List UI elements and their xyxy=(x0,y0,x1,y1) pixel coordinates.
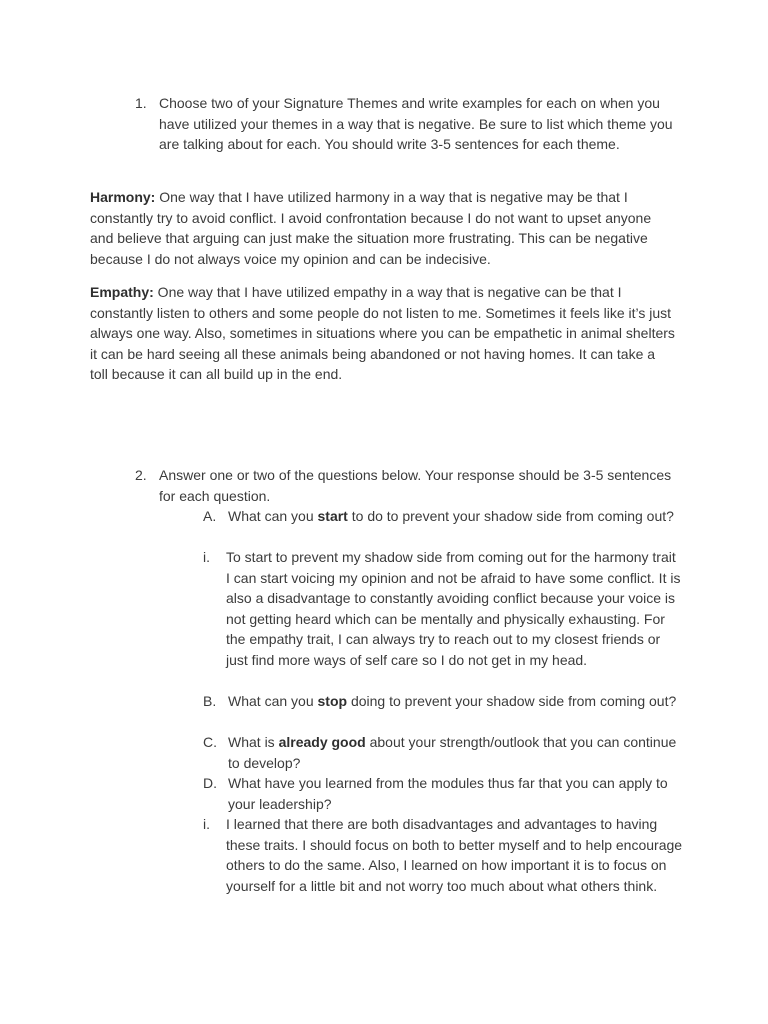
answer-2a xyxy=(203,547,683,670)
question-2a-pre: What can you xyxy=(228,508,318,524)
question-2a-bold: start xyxy=(317,508,348,524)
question-1-text: Choose two of your Signature Themes and write examples for each on when you have utilized your themes in a way that is negative. Be sure to list which theme you are talking about for each. You should write 3-5 sentences for each theme. xyxy=(159,95,673,152)
question-2 xyxy=(135,465,680,506)
question-2d-marker: D. xyxy=(203,775,217,791)
question-1 xyxy=(135,93,680,155)
answer-2d xyxy=(203,814,683,896)
question-2c-marker: C. xyxy=(203,734,217,750)
harmony-text: One way that I have utilized harmony in a way that is negative may be that I constantly try to avoid conflict. I avoid confrontation because I do not want to upset anyone and believe that arguing can just make the situation more frustrating. This can be negative because I do not always voice my opinion and can be indecisive. xyxy=(90,189,652,267)
answer-2d-text: I learned that there are both disadvantages and advantages to having these traits. I should focus on both to better myself and to help encourage others to do the same. Also, I learned on how important it is to focus on yourself for a little bit and not worry too much about what others think. xyxy=(226,816,683,894)
question-2c-pre: What is xyxy=(228,734,279,750)
answer-2a-marker: i. xyxy=(203,549,210,565)
answer-2d-marker: i. xyxy=(203,816,210,832)
question-2a xyxy=(203,506,683,527)
question-2b-post: doing to prevent your shadow side from coming out? xyxy=(347,693,677,709)
empathy-paragraph xyxy=(90,282,675,385)
question-1-number: 1. xyxy=(135,95,147,111)
question-2d xyxy=(203,773,683,814)
question-2-number: 2. xyxy=(135,467,147,483)
empathy-label: Empathy: xyxy=(90,284,154,300)
question-2d-text: What have you learned from the modules thus far that you can apply to your leadership? xyxy=(228,775,668,812)
question-2c-bold: already good xyxy=(278,734,366,750)
question-2b-text xyxy=(228,691,683,712)
harmony-paragraph xyxy=(90,187,675,269)
harmony-label: Harmony: xyxy=(90,189,156,205)
answer-2a-text: To start to prevent my shadow side from coming out for the harmony trait I can start voicing my opinion and not be afraid to have some conflict. It is also a disadvantage to constantly avoiding conflict because your voice is not getting heard which can be mentally and physically exhausting. For the empathy trait, I can always try to reach out to my closest friends or just find more ways of self care so I do not get in my head. xyxy=(226,549,681,668)
question-2a-marker: A. xyxy=(203,508,217,524)
question-2a-text xyxy=(228,506,683,527)
question-2c-text xyxy=(228,732,683,773)
question-2c-post: about your strength/outlook that you can continue to develop? xyxy=(228,734,677,771)
question-2b xyxy=(203,691,683,712)
question-2b-marker: B. xyxy=(203,693,217,709)
question-2c xyxy=(203,732,683,773)
question-2-text: Answer one or two of the questions below. Your response should be 3-5 sentences for each question. xyxy=(159,467,672,504)
empathy-text: One way that I have utilized empathy in a way that is negative can be that I constantly listen to others and some people do not listen to me. Sometimes it feels like it’s just always one way. Also, sometimes in situations where you can be empathetic in animal shelters it can be hard seeing all these animals being abandoned or not having homes. It can take a toll because it can all build up in the end. xyxy=(90,284,675,382)
question-2b-pre: What can you xyxy=(228,693,318,709)
question-2b-bold: stop xyxy=(317,693,348,709)
question-2a-post: to do to prevent your shadow side from coming out? xyxy=(347,508,674,524)
